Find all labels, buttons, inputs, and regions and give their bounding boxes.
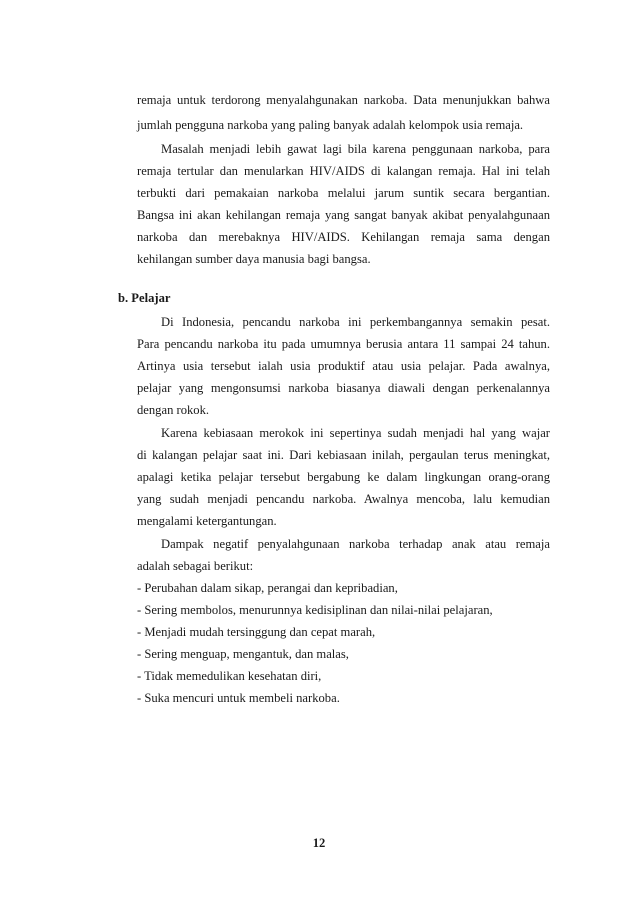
section-heading: b. Pelajar	[118, 291, 171, 305]
list-item: - Suka mencuri untuk membeli narkoba.	[137, 691, 340, 705]
list-item: - Menjadi mudah tersinggung dan cepat marah,	[137, 625, 376, 639]
paragraph-4-line: yang sudah menjadi pencandu narkoba. Awalnya mencoba, lalu kemudian	[137, 492, 550, 506]
paragraph-3-line: Di Indonesia, pencandu narkoba ini perkembangannya semakin pesat.	[161, 315, 550, 329]
paragraph-4-line: Karena kebiasaan merokok ini sepertinya sudah menjadi hal yang wajar	[161, 426, 550, 440]
paragraph-2-line: kehilangan sumber daya manusia bagi bangsa.	[137, 252, 371, 266]
paragraph-2-line: remaja tertular dan menularkan HIV/AIDS di kalangan remaja. Hal ini telah	[137, 164, 550, 178]
list-item: - Perubahan dalam sikap, perangai dan kepribadian,	[137, 581, 398, 595]
paragraph-3-line: Para pencandu narkoba itu pada umumnya berusia antara 11 sampai 24 tahun.	[137, 337, 550, 351]
paragraph-3-line: pelajar yang mengonsumsi narkoba biasanya diawali dengan perkenalannya	[137, 381, 550, 395]
paragraph-2-line: Masalah menjadi lebih gawat lagi bila karena penggunaan narkoba, para	[161, 142, 550, 156]
paragraph-1-line: jumlah pengguna narkoba yang paling banyak adalah kelompok usia remaja.	[137, 118, 524, 132]
paragraph-3-line: Artinya usia tersebut ialah usia produktif atau usia pelajar. Pada awalnya,	[137, 359, 550, 373]
paragraph-2-line: narkoba dan merebaknya HIV/AIDS. Kehilangan remaja sama dengan	[137, 230, 550, 244]
list-item: - Sering membolos, menurunnya kedisiplinan dan nilai-nilai pelajaran,	[137, 603, 493, 617]
paragraph-2-line: terbukti dari pemakaian narkoba melalui jarum suntik secara bergantian.	[137, 186, 550, 200]
paragraph-4-line: di kalangan pelajar saat ini. Dari kebiasaan inilah, pergaulan terus meningkat,	[137, 448, 550, 462]
paragraph-3-line: dengan rokok.	[137, 403, 210, 417]
paragraph-5-line: adalah sebagai berikut:	[137, 559, 254, 573]
list-item: - Tidak memedulikan kesehatan diri,	[137, 669, 322, 683]
paragraph-1-line: remaja untuk terdorong menyalahgunakan narkoba. Data menunjukkan bahwa	[137, 93, 550, 107]
list-item: - Sering menguap, mengantuk, dan malas,	[137, 647, 349, 661]
paragraph-2-line: Bangsa ini akan kehilangan remaja yang sangat banyak akibat penyalahgunaan	[137, 208, 550, 222]
paragraph-5-line: Dampak negatif penyalahgunaan narkoba terhadap anak atau remaja	[161, 537, 550, 551]
paragraph-4-line: apalagi ketika pelajar tersebut bergabung ke dalam lingkungan orang-orang	[137, 470, 550, 484]
paragraph-4-line: mengalami ketergantungan.	[137, 514, 277, 528]
page-number: 12	[312, 836, 326, 850]
